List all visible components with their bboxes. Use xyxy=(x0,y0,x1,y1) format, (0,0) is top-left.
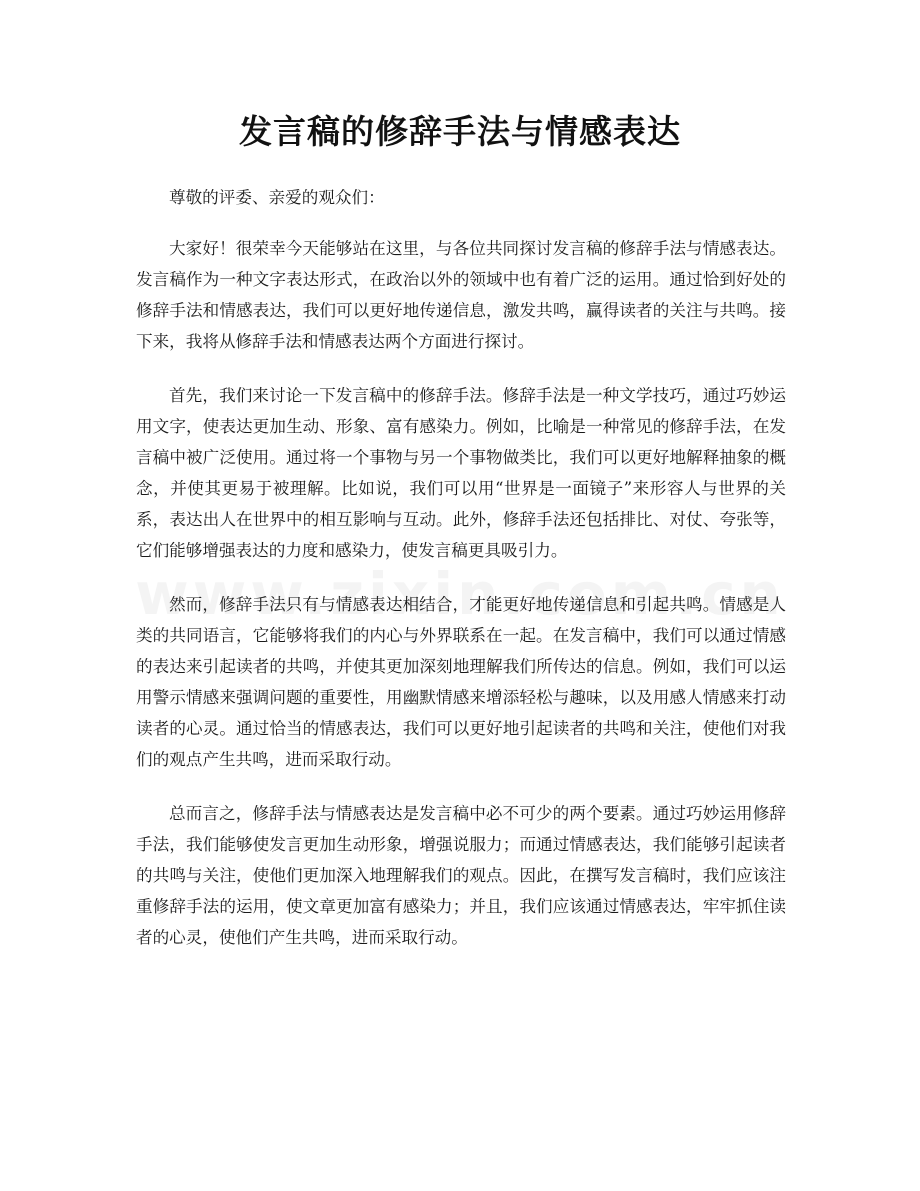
document-title: 发言稿的修辞手法与情感表达 xyxy=(239,112,681,151)
greeting: 尊敬的评委、亲爱的观众们： xyxy=(169,188,385,207)
paragraph-emotion: 然而，修辞手法只有与情感表达相结合，才能更好地传递信息和引起共鸣。情感是人类的共同语言，它能够将我们的内心与外界联系在一起。在发言稿中，我们可以通过情感的表达来引起读者的共鸣，并使其更加深刻地理解我们所传达的信息。例如，我们可以运用警示情感来强调问题的重要性，用幽默情感来增添轻松与趣味，以及用感人情感来打动读者的心灵。通过恰当的情感表达，我们可以更好地引起读者的共鸣和关注，使他们对我们的观点产生共鸣，进而采取行动。 xyxy=(136,595,786,769)
paragraph-rhetoric: 首先，我们来讨论一下发言稿中的修辞手法。修辞手法是一种文学技巧，通过巧妙运用文字，使表达更加生动、形象、富有感染力。例如，比喻是一种常见的修辞手法，在发言稿中被广泛使用。通过将一个事物与另一个事物做类比，我们可以更好地解释抽象的概念，并使其更易于被理解。比如说，我们可以用“世界是一面镜子”来形容人与世界的关系，表达出人在世界中的相互影响与互动。此外，修辞手法还包括排比、对仗、夸张等，它们能够增强表达的力度和感染力，使发言稿更具吸引力。 xyxy=(136,386,786,560)
paragraph-intro: 大家好！很荣幸今天能够站在这里，与各位共同探讨发言稿的修辞手法与情感表达。发言稿作为一种文字表达形式，在政治以外的领域中也有着广泛的运用。通过恰到好处的修辞手法和情感表达，我们可以更好地传递信息，激发共鸣，赢得读者的关注与共鸣。接下来，我将从修辞手法和情感表达两个方面进行探讨。 xyxy=(136,239,786,351)
document-body xyxy=(136,182,786,976)
paragraph-conclusion: 总而言之，修辞手法与情感表达是发言稿中必不可少的两个要素。通过巧妙运用修辞手法，我们能够使发言更加生动形象，增强说服力；而通过情感表达，我们能够引起读者的共鸣与关注，使他们更加深入地理解我们的观点。因此，在撰写发言稿时，我们应该注重修辞手法的运用，使文章更加富有感染力；并且，我们应该通过情感表达，牢牢抓住读者的心灵，使他们产生共鸣，进而采取行动。 xyxy=(136,804,786,947)
